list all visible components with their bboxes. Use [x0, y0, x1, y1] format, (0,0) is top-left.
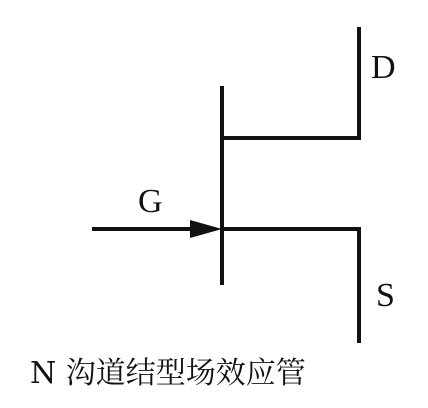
- source-lead: [222, 229, 359, 343]
- source-label: S: [376, 277, 395, 314]
- gate-arrow-icon: [190, 220, 222, 238]
- diagram-caption: N 沟道结型场效应管: [30, 356, 306, 391]
- drain-lead: [222, 27, 359, 138]
- gate-label: G: [138, 183, 163, 220]
- drain-label: D: [371, 49, 396, 86]
